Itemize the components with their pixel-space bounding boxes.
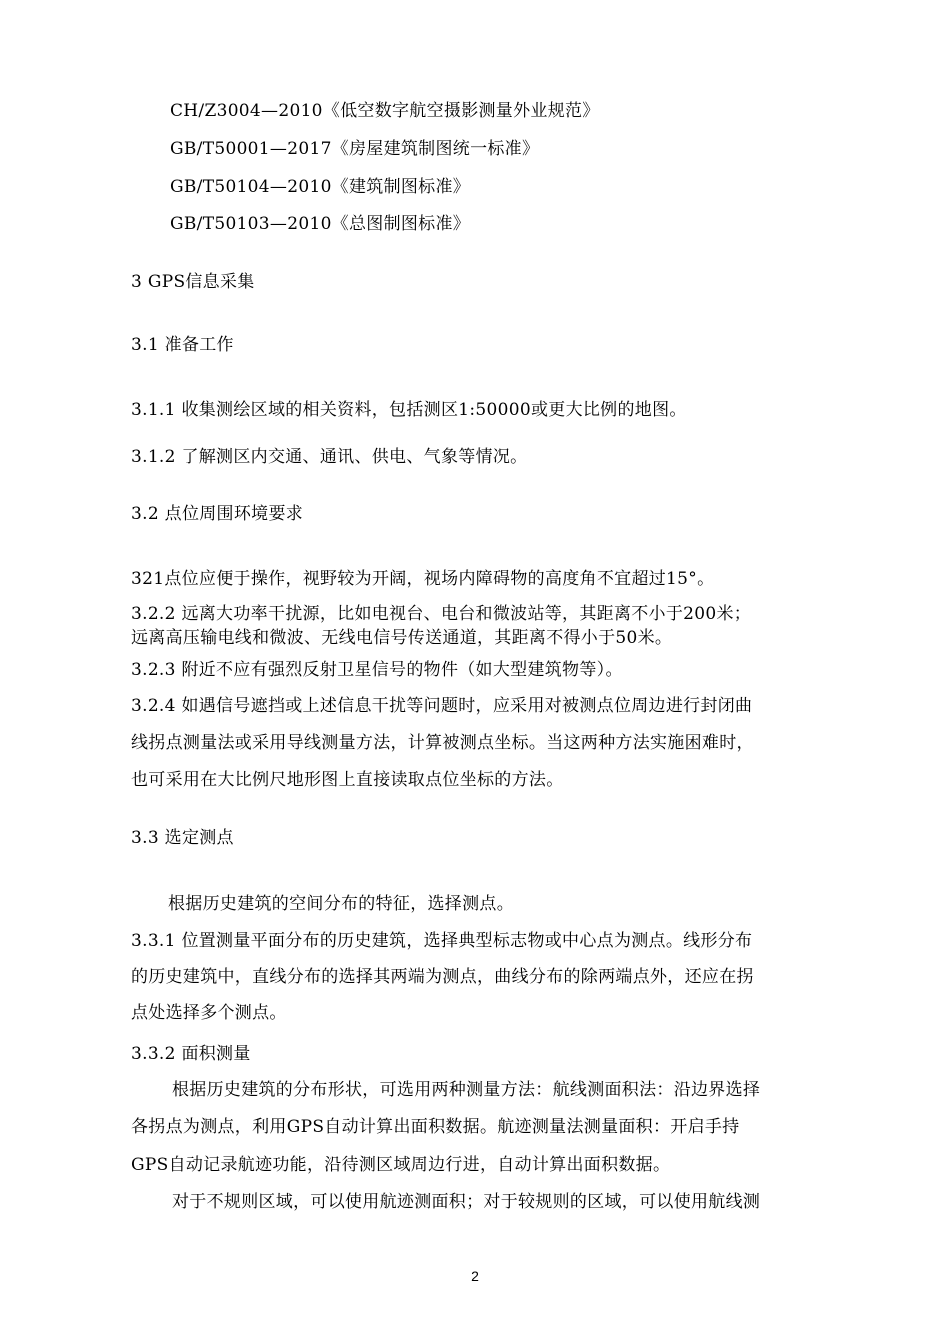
paragraph-line: 点处选择多个测点。 [131,1003,287,1023]
section-3-2-heading: 3.2 点位周围环境要求 [131,504,304,524]
paragraph-3-3-intro: 根据历史建筑的空间分布的特征，选择测点。 [168,894,514,914]
paragraph-3-2-1: 321点位应便于操作，视野较为开阔，视场内障碍物的高度角不宜超过15°。 [131,569,715,589]
paragraph-line: 远离高压输电线和微波、无线电信号传送通道，其距离不得小于50米。 [131,628,673,648]
paragraph-3-1-1: 3.1.1 收集测绘区域的相关资料，包括测区1:50000或更大比例的地图。 [131,400,687,420]
paragraph-line: 各拐点为测点，利用GPS自动计算出面积数据。航迹测量法测量面积：开启手持 [131,1117,740,1137]
section-3-3-heading: 3.3 选定测点 [131,828,234,848]
paragraph-line: 3.2.4 如遇信号遮挡或上述信息干扰等问题时，应采用对被测点位周边进行封闭曲 [131,696,753,716]
paragraph-line: 3.3.1 位置测量平面分布的历史建筑，选择典型标志物或中心点为测点。线形分布 [131,931,753,951]
paragraph-line: 也可采用在大比例尺地形图上直接读取点位坐标的方法。 [131,770,564,790]
paragraph-line: 3.2.2 远离大功率干扰源，比如电视台、电台和微波站等，其距离不小于200米； [131,604,752,624]
page-number: 2 [471,1268,479,1284]
paragraph-line: GPS自动记录航迹功能，沿待测区域周边行进，自动计算出面积数据。 [131,1155,671,1175]
standard-item: CH/Z3004—2010《低空数字航空摄影测量外业规范》 [170,101,600,121]
paragraph-line: 的历史建筑中，直线分布的选择其两端为测点，曲线分布的除两端点外，还应在拐 [131,967,754,987]
paragraph-3-2-3: 3.2.3 附近不应有强烈反射卫星信号的物件（如大型建筑物等）。 [131,660,623,680]
paragraph-line: 线拐点测量法或采用导线测量方法，计算被测点坐标。当这两种方法实施困难时， [131,733,754,753]
paragraph-3-1-2: 3.1.2 了解测区内交通、通讯、供电、气象等情况。 [131,447,528,467]
standard-item: GB/T50001—2017《房屋建筑制图统一标准》 [170,139,540,159]
standard-item: GB/T50104—2010《建筑制图标准》 [170,177,471,197]
standard-item: GB/T50103—2010《总图制图标准》 [170,214,471,234]
paragraph-line: 根据历史建筑的分布形状，可选用两种测量方法：航线测面积法：沿边界选择 [172,1080,761,1100]
section-3-1-heading: 3.1 准备工作 [131,335,234,355]
paragraph-3-3-2-continued: 对于不规则区域，可以使用航迹测面积；对于较规则的区域，可以使用航线测 [172,1192,761,1212]
section-3-3-2-heading: 3.3.2 面积测量 [131,1044,251,1064]
section-3-heading: 3 GPS信息采集 [131,272,255,292]
